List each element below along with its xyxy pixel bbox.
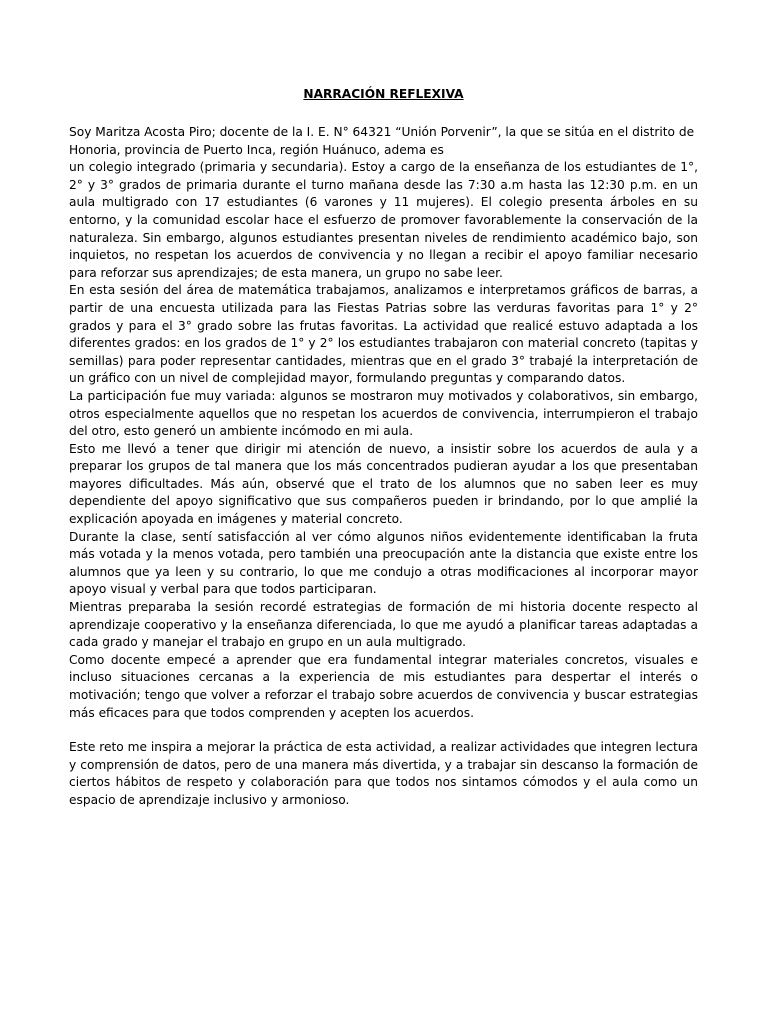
paragraph-gap [69, 722, 698, 739]
paragraph-closing: Este reto me inspira a mejorar la práctica de esta actividad, a realizar actividades que integren lectura y comprensión de datos, pero de una manera más divertida, y a trabajar sin descanso la formación de ciertos hábitos de respeto y colaboración para que todos nos sintamos cómodos y el aula como un espacio de aprendizaje inclusivo y armonioso. [69, 740, 698, 807]
document-title: NARRACIÓN REFLEXIVA [303, 87, 464, 101]
paragraph-attention: Esto me llevó a tener que dirigir mi atención de nuevo, a insistir sobre los acuerdos de aula y a preparar los grupos de tal manera que los más concentrados pudieran ayudar a los que presentaban mayores dificultades. Más aún, observé que el trato de los alumnos que no saben leer es muy dependiente del apoyo significativo que sus compañeros pueden ir brindando, por lo que amplié la explicación apoyada en imágenes y material concreto. [69, 441, 698, 527]
paragraph-context: un colegio integrado (primaria y secundaria). Estoy a cargo de la enseñanza de los estudiantes de 1°, 2° y 3° grados de primaria durante el turno mañana desde las 7:30 a.m hasta las 12:30 p.m. en un aula multigrado con 17 estudiantes (6 varones y 11 mujeres). El colegio presenta árboles en su entorno, y la comunidad escolar hace el esfuerzo de promover favorablemente la conservación de la naturaleza. Sin embargo, algunos estudiantes presentan niveles de rendimiento académico bajo, son inquietos, no respetan los acuerdos de convivencia y no llegan a recibir el apoyo familiar necesario para reforzar sus aprendizajes; de esta manera, un grupo no sabe leer. [69, 160, 698, 280]
paragraph-satisfaction: Durante la clase, sentí satisfacción al ver cómo algunos niños evidentemente identificaban la fruta más votada y la menos votada, pero también una preocupación ante la distancia que existe entre los alumnos que ya leen y su contrario, lo que me condujo a otras modificaciones al incorporar mayor apoyo visual y verbal para que todos participaran. [69, 529, 698, 597]
paragraph-session: En esta sesión del área de matemática trabajamos, analizamos e interpretamos gráficos de barras, a partir de una encuesta utilizada para las Fiestas Patrias sobre las verduras favoritas para 1° y 2° grados y para el 3° grado sobre las frutas favoritas. La actividad que realicé estuvo adaptada a los diferentes grados: en los grados de 1° y 2° los estudiantes trabajaron con material concreto (tapitas y semillas) para poder representar cantidades, mientras que en el grado 3° trabajé la interpretación de un gráfico con un nivel de complejidad mayor, formulando preguntas y comparando datos. [69, 283, 698, 386]
paragraph-strategies: Mientras preparaba la sesión recordé estrategias de formación de mi historia docente respecto al aprendizaje cooperativo y la enseñanza diferenciada, lo que me ayudó a planificar tareas adaptadas a cada grado y manejar el trabajo en grupo en un aula multigrado. [69, 600, 698, 650]
intro-line: Soy Maritza Acosta Piro; docente de la I. E. N° 64321 “Unión Porvenir”, la que se sitúa en el distrito de Honoria, provincia de Puerto Inca, región Huánuco, adema es [69, 125, 695, 157]
document-page [69, 86, 698, 810]
paragraph-participation: La participación fue muy variada: algunos se mostraron muy motivados y colaborativos, sin embargo, otros especialmente aquellos que no respetan los acuerdos de convivencia, interrumpieron el trabajo del otro, esto generó un ambiente incómodo en mi aula. [69, 388, 698, 439]
paragraph-learning: Como docente empecé a aprender que era fundamental integrar materiales concretos, visuales e incluso situaciones cercanas a la experiencia de mis estudiantes para despertar el interés o motivación; tengo que volver a reforzar el trabajo sobre acuerdos de convivencia y buscar estrategias más eficaces para que todos comprenden y acepten los acuerdos. [69, 652, 698, 720]
